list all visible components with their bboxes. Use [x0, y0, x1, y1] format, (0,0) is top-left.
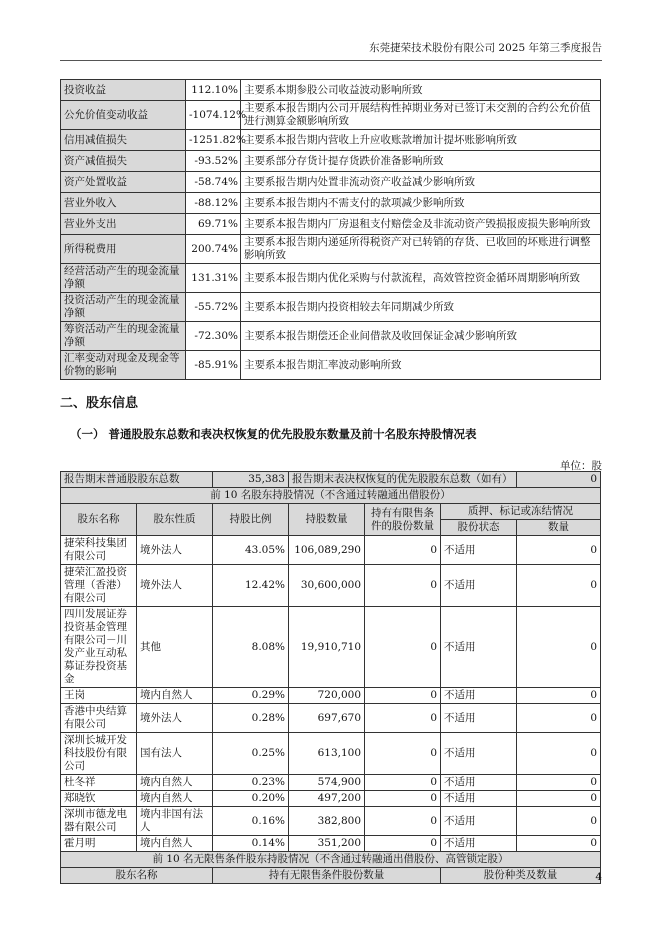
col-pledge-qty: 数量	[517, 520, 601, 536]
common-holders-label: 报告期末普通股股东总数	[61, 472, 213, 488]
change-reason: 主要系本报告期内营收上升应收账款增加计提坏账影响所致	[241, 130, 601, 151]
holder-row	[61, 733, 601, 775]
change-pct: -88.12%	[186, 193, 241, 214]
change-reason: 主要系本报告期内厂房退租支付赔偿金及非流动资产毁损报废损失影响所致	[241, 214, 601, 235]
change-pct: -1074.12%	[186, 101, 241, 130]
holder-pledge-status: 不适用	[441, 565, 517, 607]
change-item: 营业外支出	[61, 214, 186, 235]
pref-holders-value: 0	[517, 472, 601, 488]
holder-pledge-qty: 0	[517, 733, 601, 775]
holder-restricted: 0	[365, 607, 441, 688]
change-pct: 200.74%	[186, 235, 241, 264]
unit-label: 单位：股	[560, 460, 602, 472]
holder-pledge-qty: 0	[517, 836, 601, 852]
holder-name: 捷荣汇盈投资管理（香港）有限公司	[61, 565, 137, 607]
holder-row	[61, 536, 601, 565]
holder-restricted: 0	[365, 836, 441, 852]
holder-qty: 720,000	[289, 688, 365, 704]
col-pledge-group: 质押、标记或冻结情况	[441, 504, 601, 520]
holder-restricted: 0	[365, 565, 441, 607]
holder-pledge-qty: 0	[517, 607, 601, 688]
unrestricted-col-qty: 持有无限售条件股份数量	[213, 868, 441, 884]
holder-row	[61, 565, 601, 607]
holder-name: 香港中央结算有限公司	[61, 704, 137, 733]
change-item: 信用减值损失	[61, 130, 186, 151]
holder-nature: 境内自然人	[137, 688, 213, 704]
holder-ratio: 0.23%	[213, 775, 289, 791]
change-reason: 主要系本报告期汇率波动影响所致	[241, 351, 601, 380]
section-title: 二、股东信息	[60, 396, 139, 411]
change-item: 投资收益	[61, 80, 186, 101]
sub-title: （一） 普通股股东总数和表决权恢复的优先股股东数量及前十名股东持股情况表	[70, 427, 477, 441]
unrestricted-col-name: 股东名称	[61, 868, 213, 884]
holder-qty: 351,200	[289, 836, 365, 852]
holder-row	[61, 775, 601, 791]
holder-name: 杜冬祥	[61, 775, 137, 791]
holder-pledge-qty: 0	[517, 775, 601, 791]
change-row	[61, 235, 601, 264]
holder-pledge-status: 不适用	[441, 704, 517, 733]
holder-nature: 境外法人	[137, 536, 213, 565]
holder-nature: 境外法人	[137, 565, 213, 607]
change-reason: 主要系本报告期内公司开展结构性掉期业务对已签订未交割的合约公允价值进行测算金额影响所致	[241, 101, 601, 130]
holder-ratio: 0.29%	[213, 688, 289, 704]
unrestricted-title: 前 10 名无限售条件股东持股情况（不含通过转融通出借股份、高管锁定股）	[61, 852, 601, 868]
change-row	[61, 293, 601, 322]
change-row	[61, 172, 601, 193]
change-row	[61, 193, 601, 214]
holder-pledge-status: 不适用	[441, 807, 517, 836]
change-reason: 主要系本报告期内投资相较去年同期减少所致	[241, 293, 601, 322]
holder-nature: 境外法人	[137, 704, 213, 733]
change-reason: 主要系本报告期内不需支付的款项减少影响所致	[241, 193, 601, 214]
change-row	[61, 80, 601, 101]
change-item: 资产处置收益	[61, 172, 186, 193]
holder-pledge-qty: 0	[517, 688, 601, 704]
holder-restricted: 0	[365, 733, 441, 775]
change-pct: -1251.82%	[186, 130, 241, 151]
change-pct: -93.52%	[186, 151, 241, 172]
common-holders-value: 35,383	[213, 472, 289, 488]
holder-qty: 106,089,290	[289, 536, 365, 565]
holder-pledge-qty: 0	[517, 791, 601, 807]
holder-nature: 国有法人	[137, 733, 213, 775]
change-pct: -55.72%	[186, 293, 241, 322]
holder-row	[61, 807, 601, 836]
holder-restricted: 0	[365, 807, 441, 836]
holder-row	[61, 791, 601, 807]
col-pledge-status: 股份状态	[441, 520, 517, 536]
holder-nature: 境内自然人	[137, 836, 213, 852]
holder-qty: 613,100	[289, 733, 365, 775]
header-rule	[60, 60, 602, 61]
holder-name: 郑晓钦	[61, 791, 137, 807]
change-reason: 主要系部分存货计提存货跌价准备影响所致	[241, 151, 601, 172]
change-reason: 主要系本期参股公司收益波动影响所致	[241, 80, 601, 101]
holder-row	[61, 688, 601, 704]
change-item: 汇率变动对现金及现金等价物的影响	[61, 351, 186, 380]
holder-qty: 697,670	[289, 704, 365, 733]
change-item: 资产减值损失	[61, 151, 186, 172]
change-reason: 主要系本报告期内递延所得税资产对已转销的存货、已收回的坏账进行调整影响所致	[241, 235, 601, 264]
holder-name: 霍月明	[61, 836, 137, 852]
change-row	[61, 351, 601, 380]
holder-ratio: 0.14%	[213, 836, 289, 852]
holder-name: 王岗	[61, 688, 137, 704]
holder-pledge-status: 不适用	[441, 836, 517, 852]
changes-table	[60, 79, 601, 380]
change-pct: -58.74%	[186, 172, 241, 193]
change-reason: 主要系报告期内处置非流动资产收益减少影响所致	[241, 172, 601, 193]
change-pct: 131.31%	[186, 264, 241, 293]
holder-qty: 574,900	[289, 775, 365, 791]
holder-pledge-status: 不适用	[441, 607, 517, 688]
shareholders-table	[60, 471, 601, 884]
holder-ratio: 0.28%	[213, 704, 289, 733]
change-item: 投资活动产生的现金流量净额	[61, 293, 186, 322]
holder-pledge-qty: 0	[517, 536, 601, 565]
change-row	[61, 264, 601, 293]
change-reason: 主要系本报告期偿还企业间借款及收回保证金减少影响所致	[241, 322, 601, 351]
holder-name: 深圳长城开发科技股份有限公司	[61, 733, 137, 775]
change-pct: 69.71%	[186, 214, 241, 235]
holder-nature: 境内自然人	[137, 775, 213, 791]
change-row	[61, 130, 601, 151]
holder-ratio: 8.08%	[213, 607, 289, 688]
holder-row	[61, 836, 601, 852]
holder-pledge-status: 不适用	[441, 733, 517, 775]
holder-qty: 19,910,710	[289, 607, 365, 688]
page-header: 东莞捷荣技术股份有限公司 2025 年第三季度报告	[369, 42, 602, 54]
holder-qty: 30,600,000	[289, 565, 365, 607]
holder-restricted: 0	[365, 704, 441, 733]
holder-ratio: 43.05%	[213, 536, 289, 565]
holder-nature: 其他	[137, 607, 213, 688]
holder-restricted: 0	[365, 536, 441, 565]
holder-row	[61, 704, 601, 733]
col-ratio: 持股比例	[213, 504, 289, 536]
holder-nature: 境内自然人	[137, 791, 213, 807]
change-item: 筹资活动产生的现金流量净额	[61, 322, 186, 351]
holder-ratio: 0.25%	[213, 733, 289, 775]
holder-pledge-status: 不适用	[441, 688, 517, 704]
holder-pledge-status: 不适用	[441, 536, 517, 565]
pref-holders-label: 报告期末表决权恢复的优先股股东总数（如有）	[289, 472, 517, 488]
holder-qty: 382,800	[289, 807, 365, 836]
change-row	[61, 101, 601, 130]
change-item: 公允价值变动收益	[61, 101, 186, 130]
holder-name: 深圳市德龙电器有限公司	[61, 807, 137, 836]
change-row	[61, 214, 601, 235]
holder-qty: 497,200	[289, 791, 365, 807]
col-name: 股东名称	[61, 504, 137, 536]
holder-nature: 境内非国有法人	[137, 807, 213, 836]
holder-name: 四川发展证券投资基金管理有限公司－川发产业互动私募证券投资基金	[61, 607, 137, 688]
change-item: 经营活动产生的现金流量净额	[61, 264, 186, 293]
top10-title: 前 10 名股东持股情况（不含通过转融通出借股份）	[61, 488, 601, 504]
change-item: 所得税费用	[61, 235, 186, 264]
holder-pledge-status: 不适用	[441, 775, 517, 791]
change-pct: -85.91%	[186, 351, 241, 380]
change-reason: 主要系本报告期内优化采购与付款流程，高效管控资金循环周期影响所致	[241, 264, 601, 293]
page-number: 4	[595, 871, 602, 883]
holder-name: 捷荣科技集团有限公司	[61, 536, 137, 565]
col-nature: 股东性质	[137, 504, 213, 536]
holder-pledge-qty: 0	[517, 565, 601, 607]
holder-pledge-qty: 0	[517, 704, 601, 733]
change-row	[61, 151, 601, 172]
holder-row	[61, 607, 601, 688]
col-qty: 持股数量	[289, 504, 365, 536]
holder-pledge-qty: 0	[517, 807, 601, 836]
holder-restricted: 0	[365, 775, 441, 791]
holder-pledge-status: 不适用	[441, 791, 517, 807]
unrestricted-col-kind: 股份种类及数量	[441, 868, 601, 884]
change-row	[61, 322, 601, 351]
holder-restricted: 0	[365, 791, 441, 807]
change-item: 营业外收入	[61, 193, 186, 214]
holder-ratio: 0.16%	[213, 807, 289, 836]
col-restricted: 持有有限售条件的股份数量	[365, 504, 441, 536]
holder-ratio: 0.20%	[213, 791, 289, 807]
holder-restricted: 0	[365, 688, 441, 704]
change-pct: 112.10%	[186, 80, 241, 101]
holder-ratio: 12.42%	[213, 565, 289, 607]
change-pct: -72.30%	[186, 322, 241, 351]
